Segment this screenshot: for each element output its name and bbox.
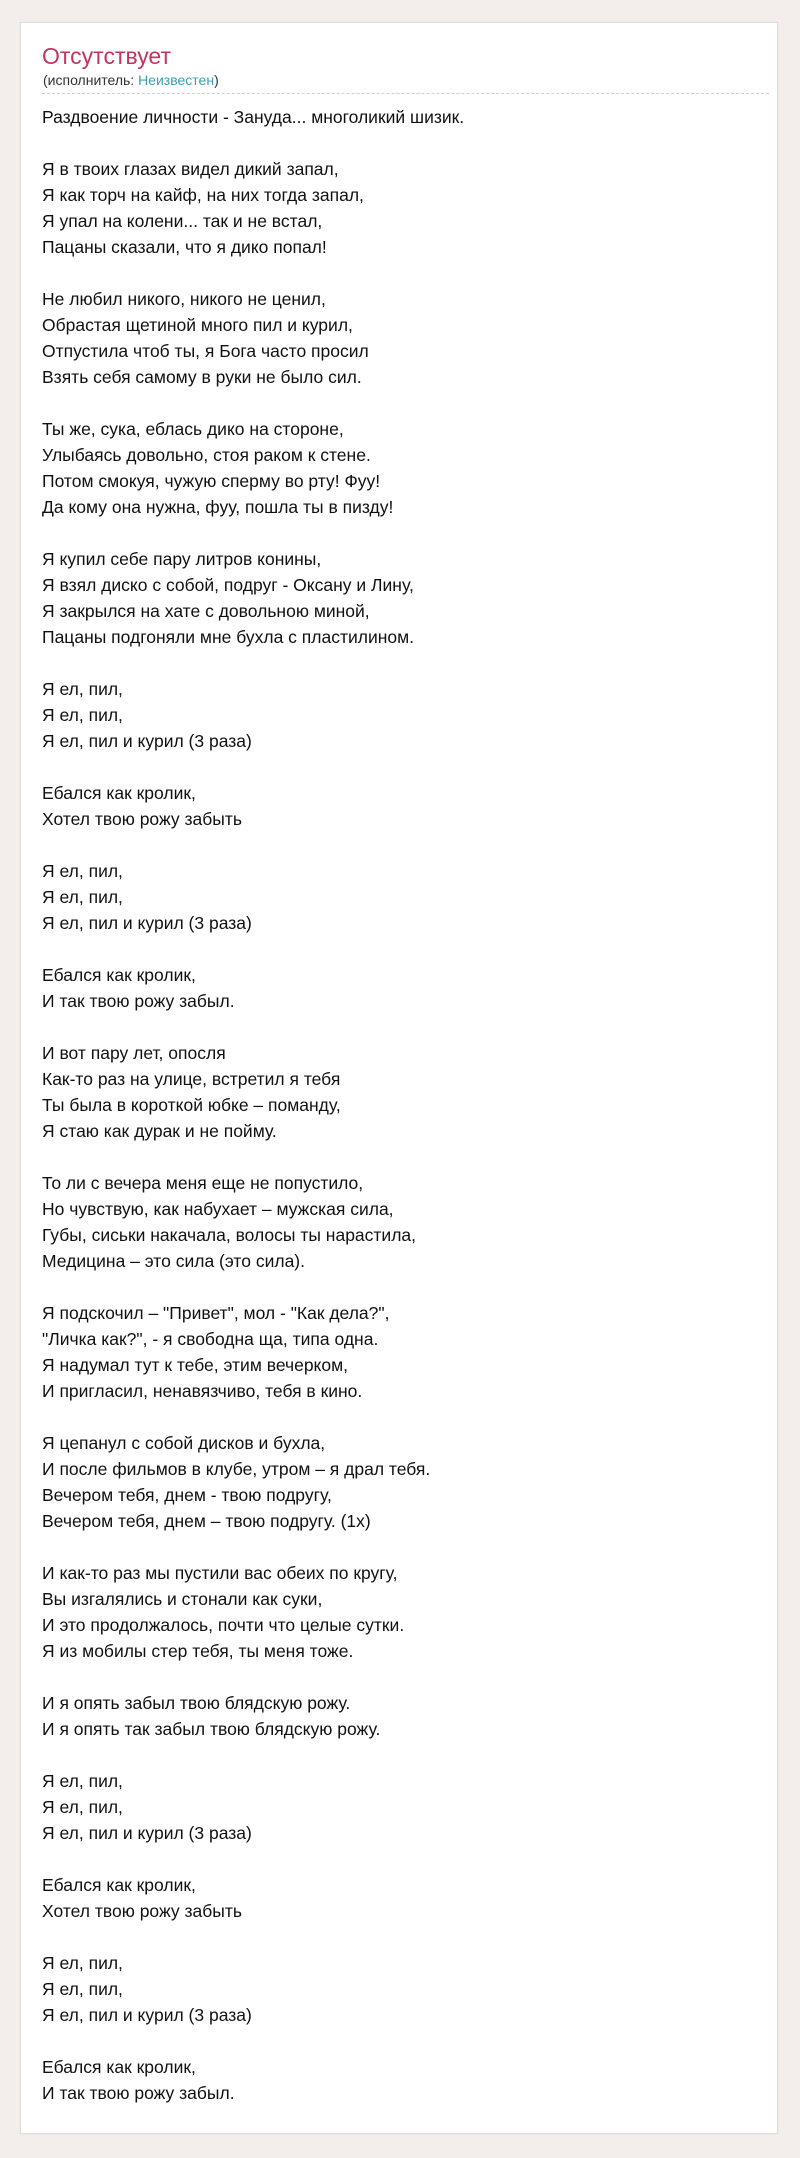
lyric-line: Как-то раз на улице, встретил я тебя (42, 1069, 341, 1089)
blank-line (42, 832, 762, 858)
lyric-line: Ебался как кролик, (42, 965, 196, 985)
lyric-line: Потом смокуя, чужую сперму во рту! Фуу! (42, 471, 381, 491)
lyric-line: Да кому она нужна, фуу, пошла ты в пизду! (42, 497, 394, 517)
blank-line (42, 1742, 762, 1768)
blank-line (42, 1924, 762, 1950)
lyrics-card (20, 22, 778, 2134)
lyric-line: И так твою рожу забыл. (42, 991, 235, 1011)
lyric-line: Взять себя самому в руки не было сил. (42, 367, 362, 387)
lyric-line: Я подскочил – "Привет", мол - "Как дела?", (42, 1303, 390, 1323)
lyric-line: Губы, сиськи накачала, волосы ты нарастила, (42, 1225, 417, 1245)
lyric-line: Я из мобилы стер тебя, ты меня тоже. (42, 1641, 354, 1661)
lyric-line: Я ел, пил, (42, 679, 123, 699)
blank-line (42, 1404, 762, 1430)
lyric-line: Я ел, пил, (42, 1979, 123, 1999)
blank-line (42, 1846, 762, 1872)
lyric-line: Медицина – это сила (это сила). (42, 1251, 305, 1271)
lyric-line: Пацаны подгоняли мне бухла с пластилином. (42, 627, 415, 647)
lyric-line: Отпустила чтоб ты, я Бога часто просил (42, 341, 369, 361)
blank-line (42, 754, 762, 780)
lyric-line: Пацаны сказали, что я дико попал! (42, 237, 327, 257)
lyric-line: Я упал на колени... так и не встал, (42, 211, 323, 231)
lyric-line: Я взял диско с собой, подруг - Оксану и Лину, (42, 575, 414, 595)
lyric-line: Обрастая щетиной много пил и курил, (42, 315, 353, 335)
blank-line (42, 1534, 762, 1560)
lyric-line: И я опять так забыл твою блядскую рожу. (42, 1719, 381, 1739)
lyric-line: Хотел твою рожу забыть (42, 809, 242, 829)
blank-line (42, 1014, 762, 1040)
artist-prefix: (исполнитель: (43, 72, 139, 88)
lyric-line: И так твою рожу забыл. (42, 2083, 235, 2103)
lyric-line: И как-то раз мы пустили вас обеих по кругу, (42, 1563, 398, 1583)
lyric-line: Улыбаясь довольно, стоя раком к стене. (42, 445, 371, 465)
artist-suffix: ) (214, 72, 219, 88)
lyric-line: Я ел, пил, (42, 1771, 123, 1791)
lyric-line: Вы изгалялись и стонали как суки, (42, 1589, 323, 1609)
blank-line (42, 1144, 762, 1170)
blank-line (42, 1274, 762, 1300)
lyric-line: Не любил никого, никого не ценил, (42, 289, 326, 309)
lyrics-text (42, 104, 762, 2106)
lyric-line: Я стаю как дурак и не пойму. (42, 1121, 277, 1141)
song-title: Отсутствует (42, 43, 171, 69)
lyric-line: Я ел, пил и курил (3 раза) (42, 2005, 252, 2025)
lyric-line: Ебался как кролик, (42, 783, 196, 803)
lyric-line: Я ел, пил, (42, 705, 123, 725)
blank-line (42, 1664, 762, 1690)
lyric-line: Я ел, пил и курил (3 раза) (42, 731, 252, 751)
lyric-line: И вот пару лет, опосля (42, 1043, 226, 1063)
lyric-line: То ли с вечера меня еще не попустило, (42, 1173, 364, 1193)
lyric-line: Я в твоих глазах видел дикий запал, (42, 159, 339, 179)
lyric-line: Вечером тебя, днем – твою подругу. (1х) (42, 1511, 371, 1531)
blank-line (42, 130, 762, 156)
lyric-line: Я надумал тут к тебе, этим вечерком, (42, 1355, 349, 1375)
lyric-line: Я цепанул с собой дисков и бухла, (42, 1433, 326, 1453)
blank-line (42, 650, 762, 676)
blank-line (42, 936, 762, 962)
lyric-line: Я ел, пил, (42, 887, 123, 907)
lyric-line: Ты была в короткой юбке – поманду, (42, 1095, 341, 1115)
blank-line (42, 390, 762, 416)
lyric-line: Я купил себе пару литров конины, (42, 549, 322, 569)
blank-line (42, 260, 762, 286)
lyric-line: Я ел, пил, (42, 861, 123, 881)
lyric-line: И после фильмов в клубе, утром – я драл тебя. (42, 1459, 431, 1479)
header-divider (42, 93, 769, 94)
lyric-line: Ты же, сука, еблась дико на стороне, (42, 419, 344, 439)
lyric-line: Раздвоение личности - Зануда... многоликий шизик. (42, 107, 465, 127)
lyric-line: Ебался как кролик, (42, 1875, 196, 1895)
lyric-line: И это продолжалось, почти что целые сутки. (42, 1615, 405, 1635)
lyric-line: Но чувствую, как набухает – мужская сила, (42, 1199, 394, 1219)
lyric-line: Я ел, пил и курил (3 раза) (42, 913, 252, 933)
lyric-line: "Личка как?", - я свободна ща, типа одна. (42, 1329, 379, 1349)
lyric-line: Ебался как кролик, (42, 2057, 196, 2077)
lyric-line: И я опять забыл твою блядскую рожу. (42, 1693, 351, 1713)
blank-line (42, 2028, 762, 2054)
lyric-line: Я ел, пил и курил (3 раза) (42, 1823, 252, 1843)
lyric-line: Я ел, пил, (42, 1953, 123, 1973)
blank-line (42, 520, 762, 546)
lyric-line: И пригласил, ненавязчиво, тебя в кино. (42, 1381, 363, 1401)
lyric-line: Хотел твою рожу забыть (42, 1901, 242, 1921)
lyric-line: Вечером тебя, днем - твою подругу, (42, 1485, 332, 1505)
lyric-line: Я ел, пил, (42, 1797, 123, 1817)
lyric-line: Я закрылся на хате с довольною миной, (42, 601, 370, 621)
artist-line (43, 72, 219, 89)
lyric-line: Я как торч на кайф, на них тогда запал, (42, 185, 364, 205)
artist-link[interactable]: Неизвестен (138, 72, 215, 88)
